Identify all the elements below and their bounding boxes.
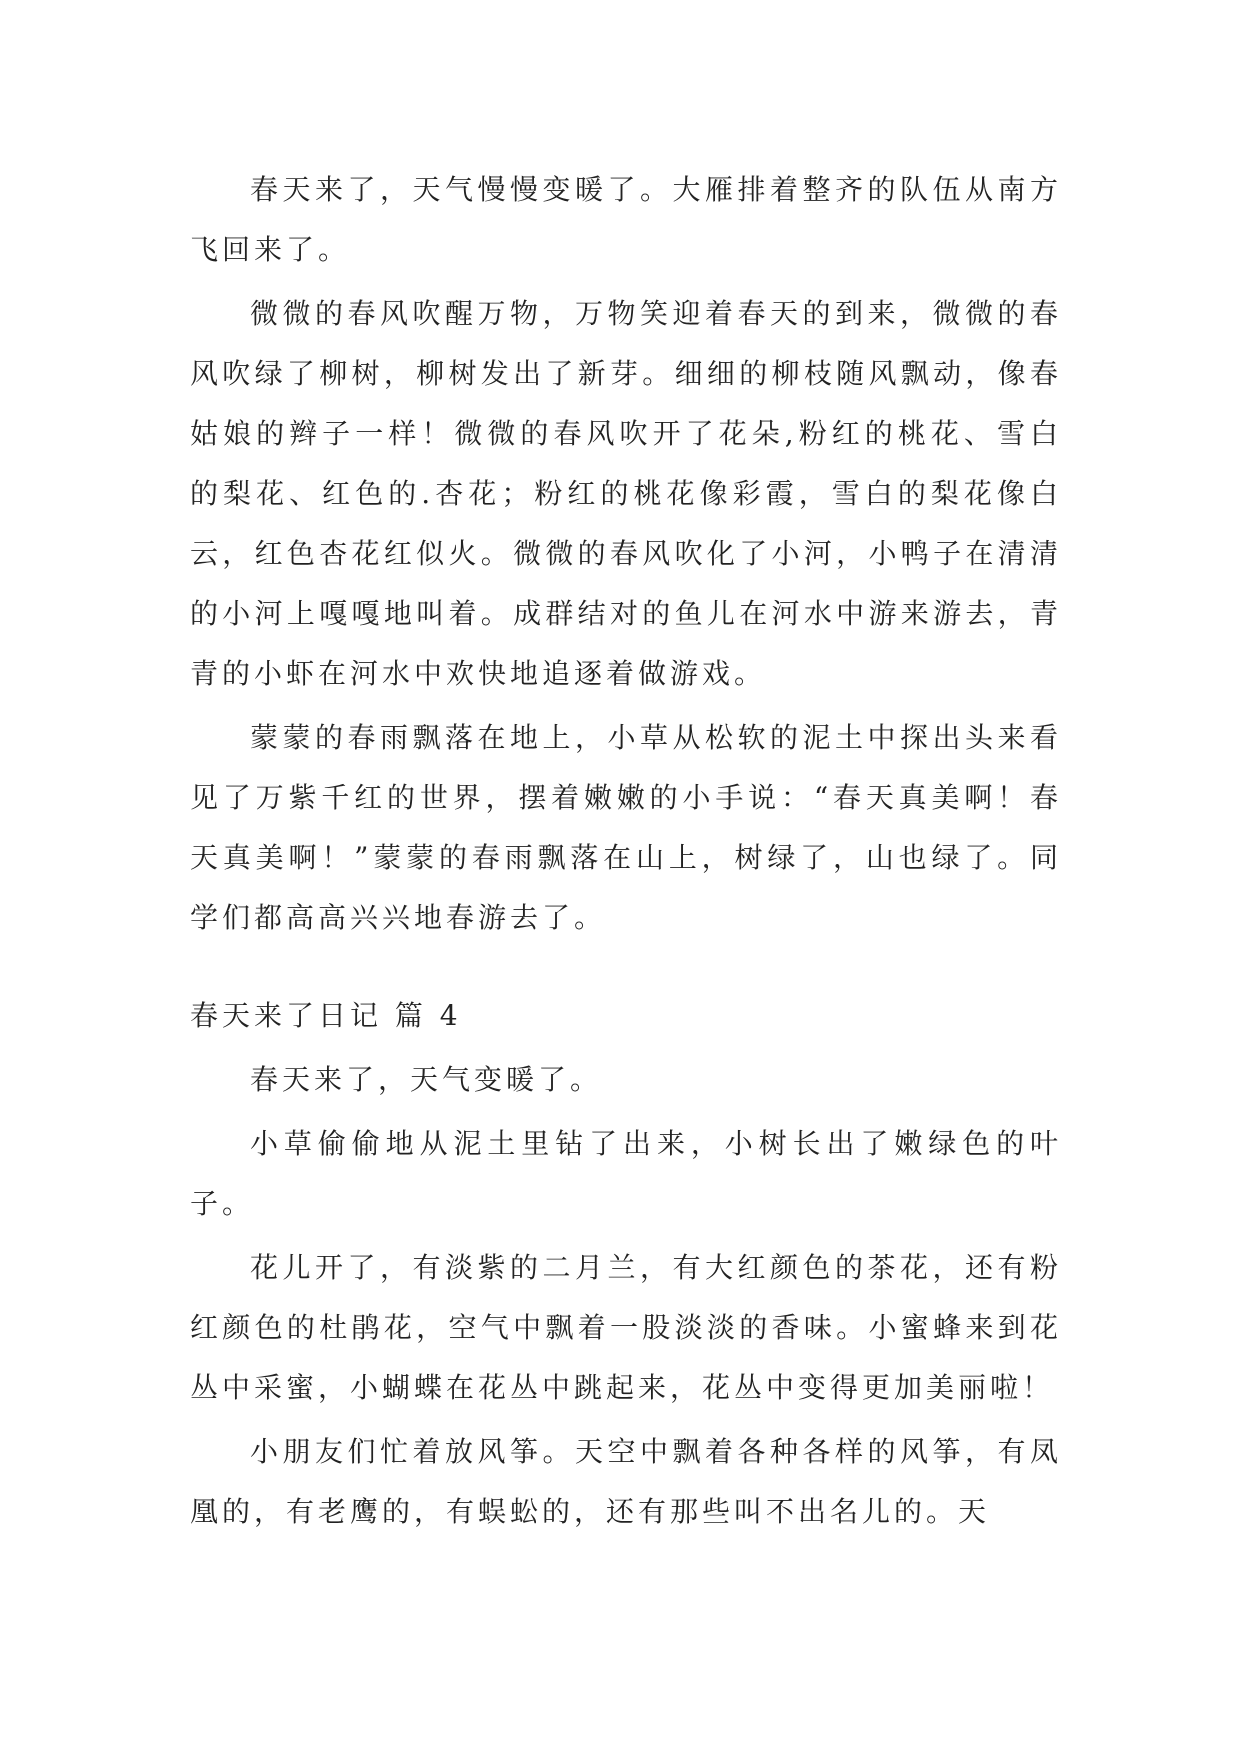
paragraph-spring-rain: 蒙蒙的春雨飘落在地上，小草从松软的泥土中探出头来看见了万紫千红的世界，摆着嫩嫩的小手说：“春天真美啊！春天真美啊！”蒙蒙的春雨飘落在山上，树绿了，山也绿了。同学们都高高兴兴地春游去了。 — [190, 721, 1062, 934]
paragraph-grass-trees: 小草偷偷地从泥土里钻了出来，小树长出了嫩绿色的叶子。 — [190, 1127, 1062, 1220]
paragraph-wild-geese: 春天来了，天气慢慢变暖了。大雁排着整齐的队伍从南方飞回来了。 — [190, 173, 1062, 266]
paragraph-kites: 小朋友们忙着放风筝。天空中飘着各种各样的风筝，有凤凰的，有老鹰的，有蜈蚣的，还有那些叫不出名儿的。天 — [190, 1435, 1062, 1528]
document-body — [190, 160, 1062, 1546]
paragraph-flowers: 花儿开了，有淡紫的二月兰，有大红颜色的茶花，还有粉红颜色的杜鹃花，空气中飘着一股淡淡的香味。小蜜蜂来到花丛中采蜜，小蝴蝶在花丛中跳起来，花丛中变得更加美丽啦！ — [190, 1251, 1062, 1404]
paragraph-spring-breeze: 微微的春风吹醒万物，万物笑迎着春天的到来，微微的春风吹绿了柳树，柳树发出了新芽。细细的柳枝随风飘动，像春姑娘的辫子一样！微微的春风吹开了花朵,粉红的桃花、雪白的梨花、红色的.杏花；粉红的桃花像彩霞，雪白的梨花像白云，红色杏花红似火。微微的春风吹化了小河，小鸭子在清清的小河上嘎嘎地叫着。成群结对的鱼儿在河水中游来游去，青青的小虾在河水中欢快地追逐着做游戏。 — [190, 297, 1062, 690]
section-heading: 春天来了日记 篇 4 — [190, 999, 462, 1032]
paragraph-weather-warm: 春天来了，天气变暖了。 — [250, 1063, 603, 1096]
